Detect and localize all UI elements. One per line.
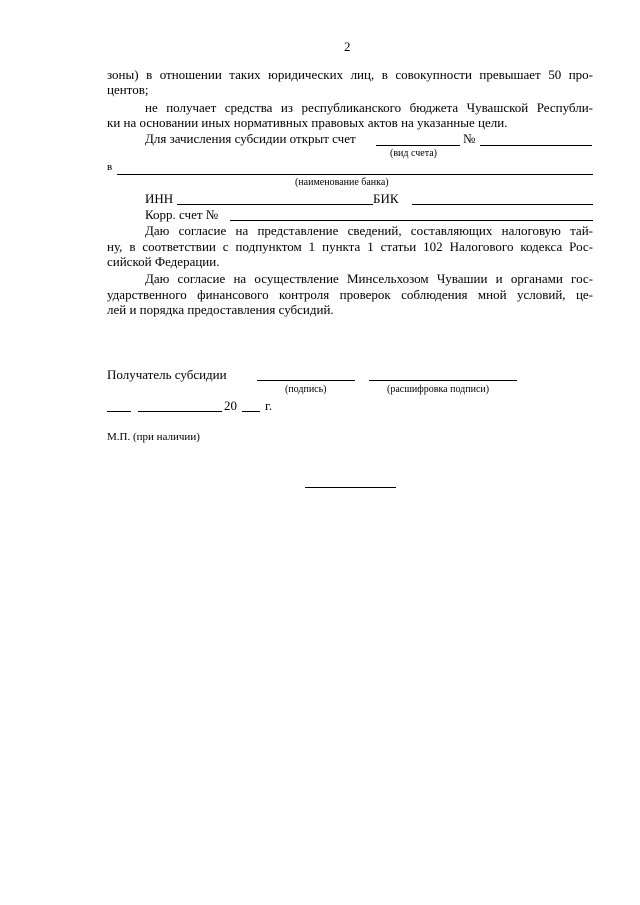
page-number: 2: [344, 39, 351, 54]
consent-check-line3: лей и порядка предоставления субсидий.: [107, 302, 334, 317]
bank-caption: (наименование банка): [295, 177, 389, 188]
consent-tax-line2: ну, в соответствии с подпунктом 1 пункта 1 статьи 102 Налогового кодекса Рос-: [107, 239, 593, 254]
bank-prefix: в: [107, 161, 113, 173]
consent-check-line2: ударственного финансового контроля проверок соблюдения мной условий, це-: [107, 287, 593, 302]
signature-decoding-field[interactable]: [369, 380, 517, 381]
bank-name-field[interactable]: [117, 174, 593, 175]
inn-label: ИНН: [145, 191, 174, 206]
bik-field[interactable]: [412, 204, 593, 205]
date-year-prefix: 20: [224, 398, 237, 413]
stamp-note: М.П. (при наличии): [107, 431, 200, 443]
inn-field[interactable]: [177, 204, 373, 205]
corr-label: Корр. счет №: [145, 207, 219, 222]
account-text: Для зачисления субсидии открыт счет: [145, 131, 356, 146]
para1-line2: центов;: [107, 82, 149, 97]
account-number-field[interactable]: [480, 145, 592, 146]
decoding-caption: (расшифровка подписи): [387, 384, 490, 395]
recipient-label: Получатель субсидии: [107, 367, 227, 382]
para2-line2: ки на основании иных нормативных правовых актов на указанные цели.: [107, 115, 508, 130]
signature-caption: (подпись): [285, 384, 327, 395]
date-suffix: г.: [265, 398, 273, 413]
closing-divider: [305, 487, 396, 488]
date-month-field[interactable]: [138, 411, 222, 412]
para2-line1: не получает средства из республиканского бюджета Чувашской Республи-: [145, 100, 593, 115]
signature-field[interactable]: [257, 380, 355, 381]
date-day-field[interactable]: [107, 411, 131, 412]
bik-label: БИК: [373, 191, 399, 206]
account-type-field[interactable]: [376, 145, 460, 146]
date-year-field[interactable]: [242, 411, 260, 412]
account-number-sign: №: [463, 131, 476, 146]
account-type-caption: (вид счета): [390, 148, 437, 159]
consent-tax-line1: Даю согласие на представление сведений, составляющих налоговую тай-: [145, 223, 593, 238]
corr-field[interactable]: [230, 220, 593, 221]
para1-line1: зоны) в отношении таких юридических лиц, в совокупности превышает 50 про-: [107, 67, 593, 82]
consent-check-line1: Даю согласие на осуществление Минсельхозом Чувашии и органами гос-: [145, 271, 593, 286]
consent-tax-line3: сийской Федерации.: [107, 254, 220, 269]
